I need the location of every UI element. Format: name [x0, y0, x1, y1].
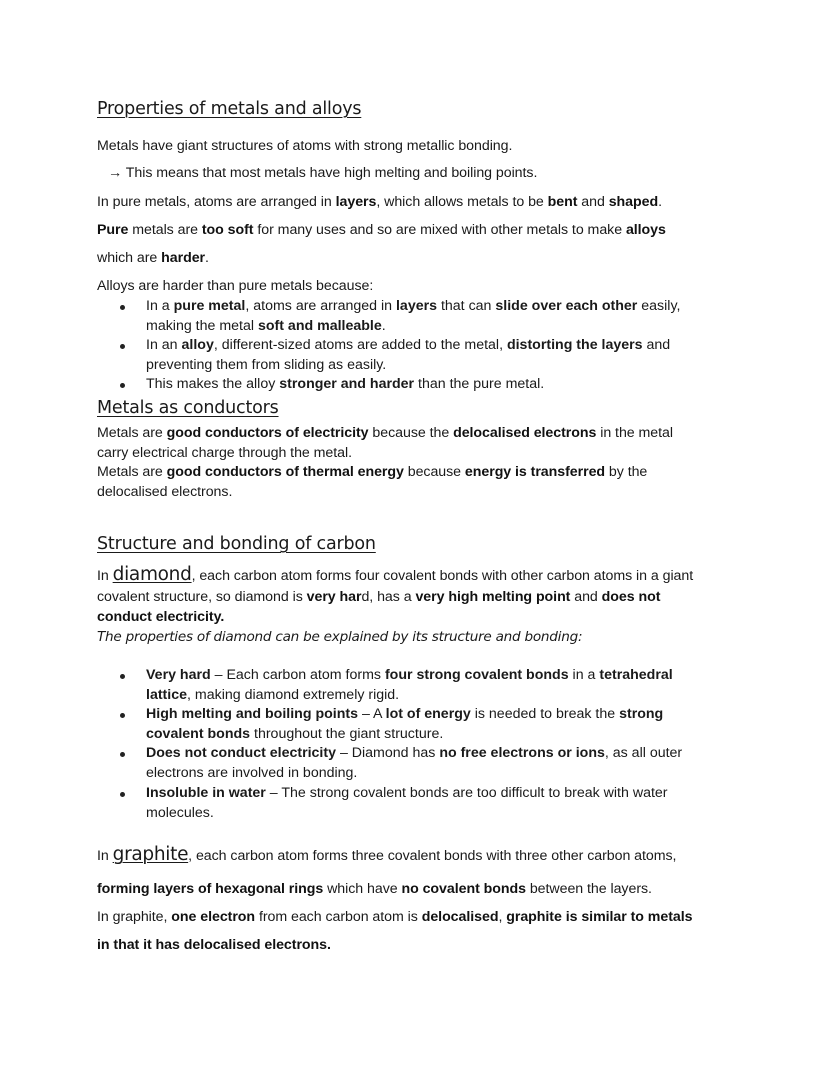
bullet-icon: [120, 752, 125, 757]
paragraph-text: This means that most metals have high melting and boiling points.: [125, 165, 538, 181]
paragraph-alloys-harder: Alloys are harder than pure metals because:: [97, 278, 374, 294]
paragraph-electricity: Metals are good conductors of electricity because the delocalised electrons in the metal: [97, 425, 673, 441]
heading-carbon: Structure and bonding of carbon: [97, 534, 376, 554]
list-item-text: Insoluble in water – The strong covalent bonds are too difficult to break with water molecules.: [146, 785, 668, 821]
paragraph-harder: which are harder.: [97, 250, 209, 266]
paragraph-electricity-cont: carry electrical charge through the metal.: [97, 445, 352, 461]
bullet-icon: [120, 305, 125, 310]
list-item-text: Does not conduct electricity – Diamond has no free electrons or ions, as all outer electrons are involved in bonding.: [146, 745, 683, 781]
paragraph-graphite-electron: In graphite, one electron from each carbon atom is delocalised, graphite is similar to metals: [97, 909, 693, 925]
paragraph-diamond: In diamond, each carbon atom forms four covalent bonds with other carbon atoms in a giant: [97, 564, 694, 585]
bullet-icon: [120, 792, 125, 797]
paragraph-diamond-cont: covalent structure, so diamond is very hard, has a very high melting point and does not: [97, 589, 661, 605]
bullet-icon: [120, 383, 125, 388]
bullet-icon: [120, 713, 125, 718]
paragraph-melting-points: [108, 164, 537, 184]
list-item-text: This makes the alloy stronger and harder than the pure metal.: [146, 376, 545, 392]
paragraph-graphite-layers: forming layers of hexagonal rings which have no covalent bonds between the layers.: [97, 881, 652, 897]
bullet-icon: [120, 344, 125, 349]
list-item-text: In a pure metal, atoms are arranged in layers that can slide over each other easily, making the metal soft and malleable.: [146, 298, 681, 334]
graphite-term: graphite: [112, 844, 189, 865]
list-item-text: High melting and boiling points – A lot of energy is needed to break the strong covalent bonds throughout the giant structure.: [146, 706, 664, 742]
heading-metals-as-conductors: Metals as conductors: [97, 398, 279, 418]
paragraph-thermal: Metals are good conductors of thermal energy because energy is transferred by the: [97, 464, 648, 480]
diamond-term: diamond: [112, 564, 192, 585]
list-item-text: In an alloy, different-sized atoms are added to the metal, distorting the layers and preventing them from sliding as easily.: [146, 337, 671, 373]
paragraph-layers: In pure metals, atoms are arranged in layers, which allows metals to be bent and shaped.: [97, 194, 662, 210]
bullet-icon: [120, 674, 125, 679]
paragraph-diamond-end: conduct electricity.: [97, 609, 225, 625]
list-item-text: Very hard – Each carbon atom forms four strong covalent bonds in a tetrahedral lattice, making diamond extremely rigid.: [146, 667, 673, 703]
italic-note: The properties of diamond can be explained by its structure and bonding:: [97, 629, 583, 645]
arrow-icon: →: [108, 165, 123, 181]
paragraph-metallic-bonding: Metals have giant structures of atoms with strong metallic bonding.: [97, 138, 513, 154]
heading-properties-of-metals: Properties of metals and alloys: [97, 99, 362, 119]
paragraph-thermal-cont: delocalised electrons.: [97, 484, 233, 500]
paragraph-graphite-end: in that it has delocalised electrons.: [97, 937, 331, 953]
paragraph-pure-metals: Pure metals are too soft for many uses and so are mixed with other metals to make alloys: [97, 222, 666, 238]
paragraph-graphite: In graphite, each carbon atom forms three covalent bonds with three other carbon atoms,: [97, 844, 677, 865]
